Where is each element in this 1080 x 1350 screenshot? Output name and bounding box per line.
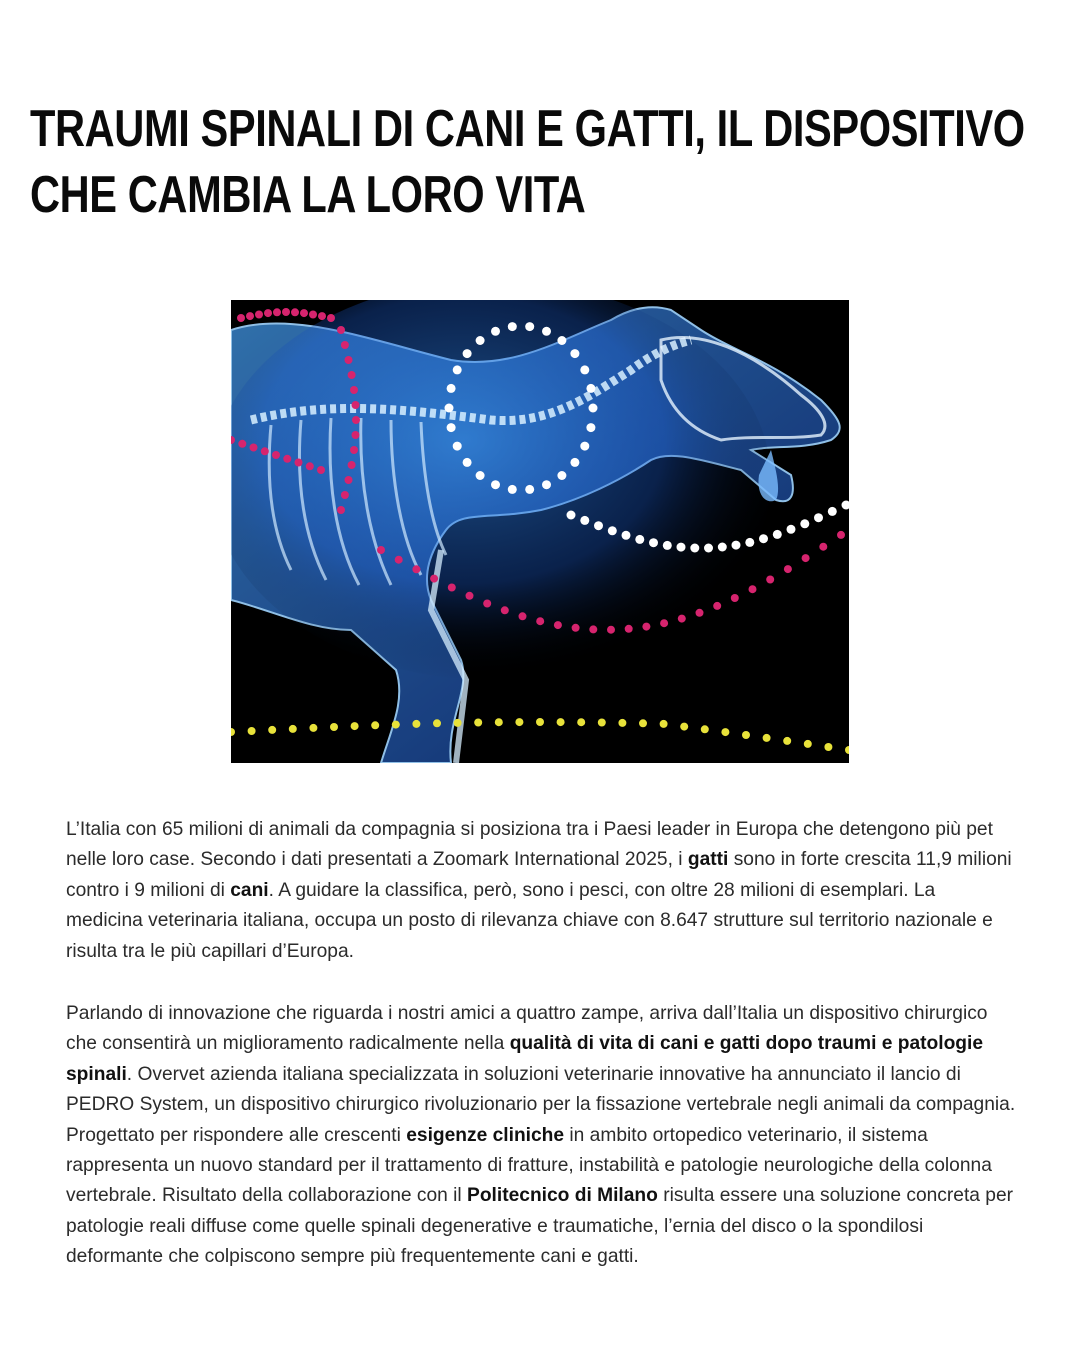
decorative-dot	[371, 721, 379, 729]
decorative-dot	[677, 543, 686, 552]
decorative-dot	[804, 740, 812, 748]
decorative-dot	[291, 308, 299, 316]
decorative-dot	[351, 722, 359, 730]
decorative-dot	[814, 513, 823, 522]
decorative-dot	[690, 544, 699, 553]
decorative-dot	[341, 491, 349, 499]
decorative-dot	[317, 466, 325, 474]
decorative-dot	[824, 743, 832, 751]
decorative-dot	[255, 311, 263, 319]
decorative-dot	[598, 719, 606, 727]
decorative-dot	[282, 308, 290, 316]
decorative-dot	[483, 600, 491, 608]
decorative-dot	[759, 534, 768, 543]
decorative-dot	[570, 349, 579, 358]
decorative-dot	[237, 314, 245, 322]
decorative-dot	[476, 336, 485, 345]
decorative-dot	[625, 625, 633, 633]
decorative-dot	[580, 516, 589, 525]
decorative-dot	[295, 459, 303, 467]
decorative-dot	[783, 737, 791, 745]
decorative-dot	[557, 336, 566, 345]
decorative-dot	[508, 485, 517, 494]
decorative-dot	[542, 480, 551, 489]
decorative-dot	[412, 565, 420, 573]
decorative-dot	[542, 327, 551, 336]
decorative-dot	[594, 521, 603, 530]
decorative-dot	[525, 322, 534, 331]
decorative-dot	[466, 592, 474, 600]
xray-dog-illustration	[231, 300, 849, 763]
paragraph-1: L’Italia con 65 milioni di animali da compagnia si posiziona tra i Paesi leader in Europa che detengono più pet nelle loro case. Secondo i dati presentati a Zoomark International 2025, i gatti sono in forte crescita 11,9 milioni contro i 9 milioni di cani. A guidare la classifica, però, sono i pesci, con oltre 28 milioni di esemplari. La medicina veterinaria italiana, occupa un posto di rilevanza chiave con 8.647 strutture sul territorio nazionale e risulta tra le più capillari d’Europa.	[66, 819, 1012, 962]
decorative-dot	[395, 556, 403, 564]
decorative-dot	[660, 720, 668, 728]
decorative-dot	[622, 531, 631, 540]
decorative-dot	[318, 312, 326, 320]
decorative-dot	[306, 462, 314, 470]
decorative-dot	[745, 538, 754, 547]
decorative-dot	[742, 731, 750, 739]
decorative-dot	[557, 718, 565, 726]
decorative-dot	[554, 621, 562, 629]
decorative-dot	[238, 440, 246, 448]
decorative-dot	[557, 471, 566, 480]
decorative-dot	[660, 619, 668, 627]
decorative-dot	[802, 554, 810, 562]
decorative-dot	[453, 365, 462, 374]
decorative-dot	[352, 431, 360, 439]
decorative-dot	[352, 416, 360, 424]
decorative-dot	[283, 455, 291, 463]
decorative-dot	[773, 530, 782, 539]
decorative-dot	[704, 544, 713, 553]
decorative-dot	[713, 602, 721, 610]
decorative-dot	[508, 322, 517, 331]
decorative-dot	[800, 519, 809, 528]
decorative-dot	[784, 565, 792, 573]
decorative-dot	[501, 606, 509, 614]
decorative-dot	[463, 349, 472, 358]
decorative-dot	[348, 461, 356, 469]
decorative-dot	[837, 531, 845, 539]
decorative-dot	[819, 543, 827, 551]
decorative-dot	[586, 423, 595, 432]
decorative-dot	[491, 327, 500, 336]
decorative-dot	[463, 458, 472, 467]
decorative-dot	[445, 404, 454, 413]
decorative-dot	[345, 476, 353, 484]
decorative-dot	[642, 623, 650, 631]
decorative-dot	[787, 525, 796, 534]
decorative-dot	[731, 594, 739, 602]
decorative-dot	[248, 727, 256, 735]
decorative-dot	[680, 723, 688, 731]
decorative-dot	[589, 625, 597, 633]
decorative-dot	[701, 725, 709, 733]
decorative-dot	[447, 384, 456, 393]
decorative-dot	[519, 612, 527, 620]
decorative-dot	[250, 444, 258, 452]
decorative-dot	[350, 446, 358, 454]
decorative-dot	[453, 442, 462, 451]
paragraph-2: Parlando di innovazione che riguarda i nostri amici a quattro zampe, arriva dall’Italia un dispositivo chirurgico che consentirà un miglioramento radicalmente nella qualità di vita di cani e gatti dopo traumi e patologie spinali. Overvet azienda italiana specializzata in soluzioni veterinarie innovative ha annunciato il lancio di PEDRO System, un dispositivo chirurgico rivoluzionario per la fissazione vertebrale negli animali da compagnia. Progettato per rispondere alle crescenti esigenze cliniche in ambito ortopedico veterinario, il sistema rappresenta un nuovo standard per il trattamento di fratture, instabilità e patologie neurologiche della colonna vertebrale. Risultato della collaborazione con il Politecnico di Milano risulta essere una soluzione concreta per patologie reali diffuse come quelle spinali degenerative e traumatiche, l’ernia del disco o la spondilosi deformante che colpiscono sempre più frequentemente cani e gatti.	[66, 1003, 1016, 1268]
decorative-dot	[392, 721, 400, 729]
decorative-dot	[696, 609, 704, 617]
decorative-dot	[345, 356, 353, 364]
decorative-dot	[678, 615, 686, 623]
decorative-dot	[412, 720, 420, 728]
decorative-dot	[515, 718, 523, 726]
xray-dog-image	[231, 300, 849, 763]
article-title: TRAUMI SPINALI DI CANI E GATTI, IL DISPOSITIVO CHE CAMBIA LA LORO VITA	[30, 100, 1025, 224]
decorative-dot	[586, 384, 595, 393]
decorative-dot	[327, 314, 335, 322]
decorative-dot	[570, 458, 579, 467]
decorative-dot	[454, 719, 462, 727]
decorative-dot	[525, 485, 534, 494]
decorative-dot	[732, 541, 741, 550]
article-body	[66, 815, 1016, 1305]
decorative-dot	[337, 326, 345, 334]
decorative-dot	[607, 626, 615, 634]
decorative-dot	[448, 584, 456, 592]
decorative-dot	[567, 511, 576, 520]
decorative-dot	[649, 538, 658, 547]
decorative-dot	[261, 447, 269, 455]
decorative-dot	[577, 718, 585, 726]
decorative-dot	[350, 386, 358, 394]
decorative-dot	[289, 725, 297, 733]
decorative-dot	[580, 442, 589, 451]
decorative-dot	[447, 423, 456, 432]
decorative-dot	[639, 719, 647, 727]
decorative-dot	[536, 617, 544, 625]
decorative-dot	[766, 576, 774, 584]
decorative-dot	[330, 723, 338, 731]
decorative-dot	[348, 371, 356, 379]
decorative-dot	[309, 311, 317, 319]
decorative-dot	[341, 341, 349, 349]
decorative-dot	[264, 309, 272, 317]
decorative-dot	[352, 401, 360, 409]
decorative-dot	[749, 585, 757, 593]
decorative-dot	[828, 507, 837, 516]
decorative-dot	[272, 451, 280, 459]
decorative-dot	[536, 718, 544, 726]
decorative-dot	[246, 312, 254, 320]
decorative-dot	[309, 724, 317, 732]
decorative-dot	[718, 543, 727, 552]
decorative-dot	[589, 404, 598, 413]
decorative-dot	[572, 624, 580, 632]
decorative-dot	[495, 718, 503, 726]
decorative-dot	[491, 480, 500, 489]
decorative-dot	[618, 719, 626, 727]
decorative-dot	[377, 546, 385, 554]
decorative-dot	[433, 719, 441, 727]
decorative-dot	[721, 728, 729, 736]
decorative-dot	[476, 471, 485, 480]
decorative-dot	[763, 734, 771, 742]
decorative-dot	[663, 541, 672, 550]
decorative-dot	[635, 535, 644, 544]
decorative-dot	[608, 526, 617, 535]
decorative-dot	[474, 719, 482, 727]
decorative-dot	[268, 726, 276, 734]
decorative-dot	[430, 575, 438, 583]
decorative-dot	[580, 365, 589, 374]
decorative-dot	[300, 309, 308, 317]
decorative-dot	[273, 308, 281, 316]
decorative-dot	[337, 506, 345, 514]
